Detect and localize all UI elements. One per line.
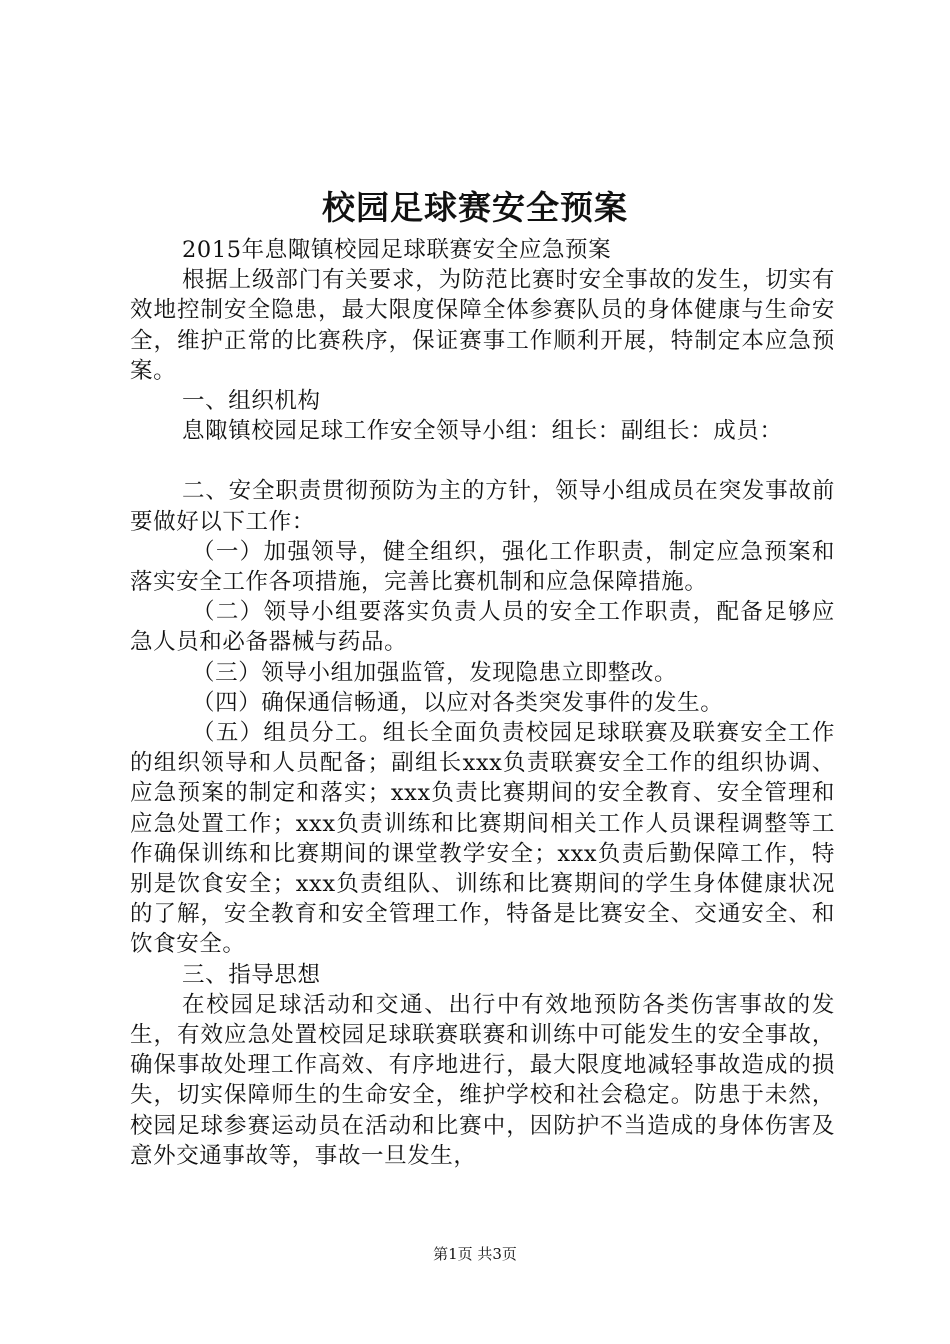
list-item-1: （一）加强领导，健全组织，强化工作职责，制定应急预案和落实安全工作各项措施，完善比赛机制和应急保障措施。 <box>130 538 835 596</box>
section-heading-organization: 一、组织机构 <box>182 388 321 415</box>
list-item-4: （四）确保通信畅通，以应对各类突发事件的发生。 <box>192 689 724 716</box>
blank-line <box>130 446 835 476</box>
list-item-3: （三）领导小组加强监管，发现隐患立即整改。 <box>192 659 678 686</box>
intro-paragraph: 根据上级部门有关要求，为防范比赛时安全事故的发生，切实有效地控制安全隐患，最大限度保障全体参赛队员的身体健康与生命安全，维护正常的比赛秩序，保证赛事工作顺利开展，特制定本应急预案。 <box>130 267 835 384</box>
section-heading-guiding-ideology: 三、指导思想 <box>182 961 321 988</box>
guiding-ideology-paragraph: 在校园足球活动和交通、出行中有效地预防各类伤害事故的发生，有效应急处置校园足球联赛联赛和训练中可能发生的安全事故，确保事故处理工作高效、有序地进行，最大限度地减轻事故造成的损失，切实保障师生的生命安全，维护学校和社会稳定。防患于未然，校园足球参赛运动员在活动和比赛中，因防护不当造成的身体伤害及意外交通事故等，事故一旦发生， <box>130 991 835 1169</box>
list-item-2: （二）领导小组要落实负责人员的安全工作职责，配备足够应急人员和必备器械与药品。 <box>130 599 835 656</box>
leadership-group-paragraph: 息陬镇校园足球工作安全领导小组：组长：副组长：成员： <box>182 418 783 445</box>
section-heading-responsibilities: 二、安全职责贯彻预防为主的方针，领导小组成员在突发事故前要做好以下工作： <box>130 478 835 535</box>
document-body <box>130 235 835 1171</box>
list-item-5: （五）组员分工。组长全面负责校园足球联赛及联赛安全工作的组织领导和人员配备；副组长xxx负责联赛安全工作的组织协调、应急预案的制定和落实；xxx负责比赛期间的安全教育、安全管理和应急处置工作；xxx负责训练和比赛期间相关工作人员课程调整等工作确保训练和比赛期间的课堂教学安全；xxx负责后勤保障工作，特别是饮食安全；xxx负责组队、训练和比赛期间的学生身体健康状况的了解，安全教育和安全管理工作，特备是比赛安全、交通安全、和饮食安全。 <box>130 720 835 958</box>
page-number-footer: 第1页 共3页 <box>433 1245 517 1263</box>
document-title: 校园足球赛安全预案 <box>322 188 628 227</box>
subtitle-paragraph: 2015年息陬镇校园足球联赛安全应急预案 <box>182 237 612 263</box>
